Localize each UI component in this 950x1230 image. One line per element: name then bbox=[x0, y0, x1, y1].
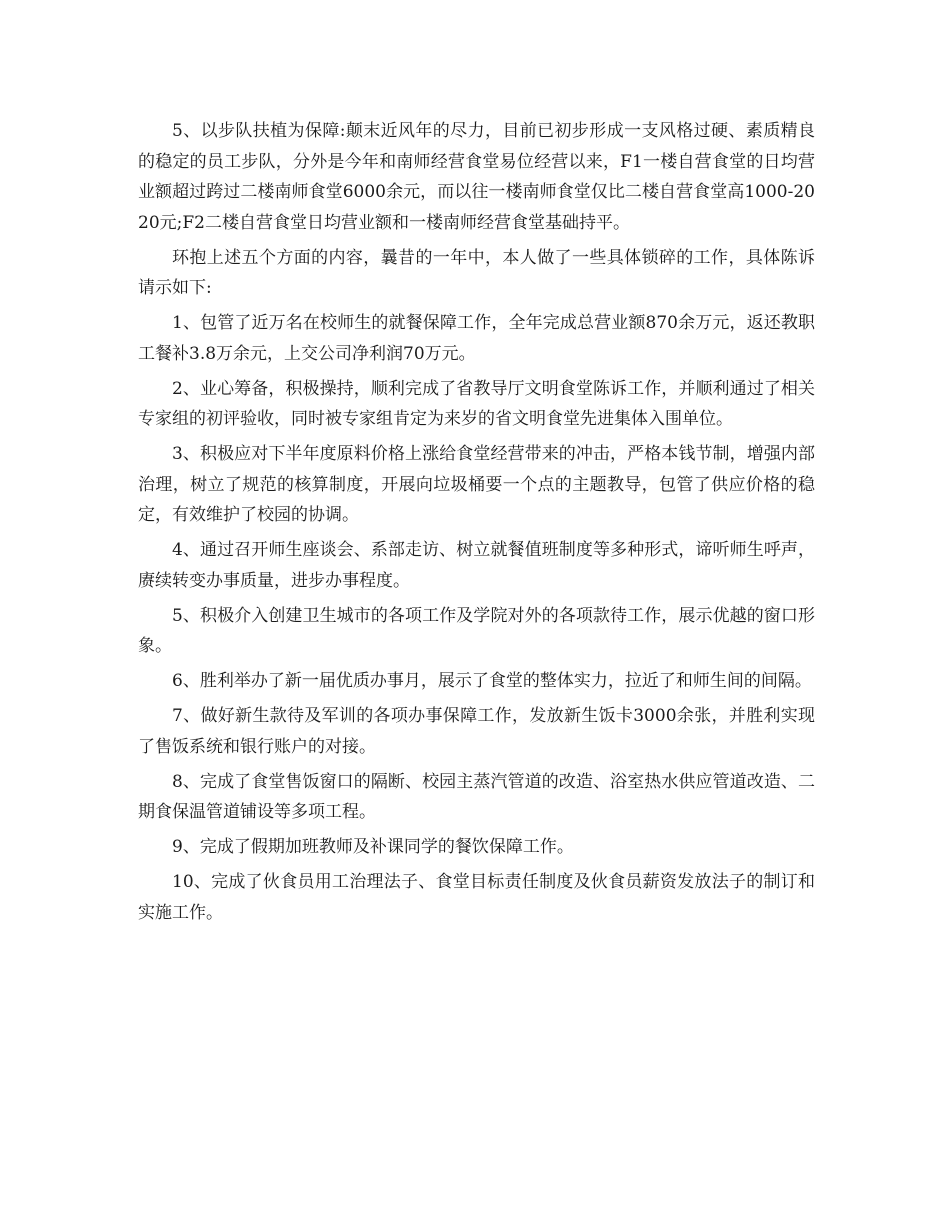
paragraph-5: 3、积极应对下半年度原料价格上涨给食堂经营带来的冲击，严格本钱节制，增强内部治理，树立了规范的核算制度，开展向垃圾桶要一个点的主题教导，包管了供应价格的稳定，有效维护了校园的协调。 bbox=[138, 444, 815, 525]
paragraph-11: 9、完成了假期加班教师及补课同学的餐饮保障工作。 bbox=[172, 837, 574, 857]
paragraph-12: 10、完成了伙食员用工治理法子、食堂目标责任制度及伙食员薪资发放法子的制订和实施工作。 bbox=[138, 872, 815, 923]
paragraph-4: 2、业心筹备，积极操持，顺利完成了省教导厅文明食堂陈诉工作，并顺利通过了相关专家组的初评验收，同时被专家组肯定为来岁的省文明食堂先进集体入围单位。 bbox=[138, 378, 815, 429]
paragraph-9: 7、做好新生款待及军训的各项办事保障工作，发放新生饭卡3000余张，并胜利实现了售饭系统和银行账户的对接。 bbox=[138, 706, 815, 757]
paragraph-10: 8、完成了食堂售饭窗口的隔断、校园主蒸汽管道的改造、浴室热水供应管道改造、二期食保温管道铺设等多项工程。 bbox=[138, 771, 815, 822]
paragraph-6: 4、通过召开师生座谈会、系部走访、树立就餐值班制度等多种形式，谛听师生呼声，赓续转变办事质量，进步办事程度。 bbox=[138, 540, 815, 591]
paragraph-3: 1、包管了近万名在校师生的就餐保障工作，全年完成总营业额870余万元，返还教职工餐补3.8万余元，上交公司净利润70万元。 bbox=[138, 313, 815, 364]
paragraph-7: 5、积极介入创建卫生城市的各项工作及学院对外的各项款待工作，展示优越的窗口形象。 bbox=[138, 605, 815, 656]
document-page bbox=[138, 116, 815, 933]
paragraph-2: 环抱上述五个方面的内容，曩昔的一年中，本人做了一些具体锁碎的工作，具体陈诉请示如下: bbox=[138, 247, 815, 298]
paragraph-1: 5、以步队扶植为保障:颠末近风年的尽力，目前已初步形成一支风格过硬、素质精良的稳定的员工步队，分外是今年和南师经营食堂易位经营以来，F1一楼自营食堂的日均营业额超过跨过二楼南师食堂6000余元，而以往一楼南师食堂仅比二楼自营食堂高1000-2020元;F2二楼自营食堂日均营业额和一楼南师经营食堂基础持平。 bbox=[138, 121, 815, 233]
paragraph-8: 6、胜利举办了新一届优质办事月，展示了食堂的整体实力，拉近了和师生间的间隔。 bbox=[172, 671, 812, 691]
